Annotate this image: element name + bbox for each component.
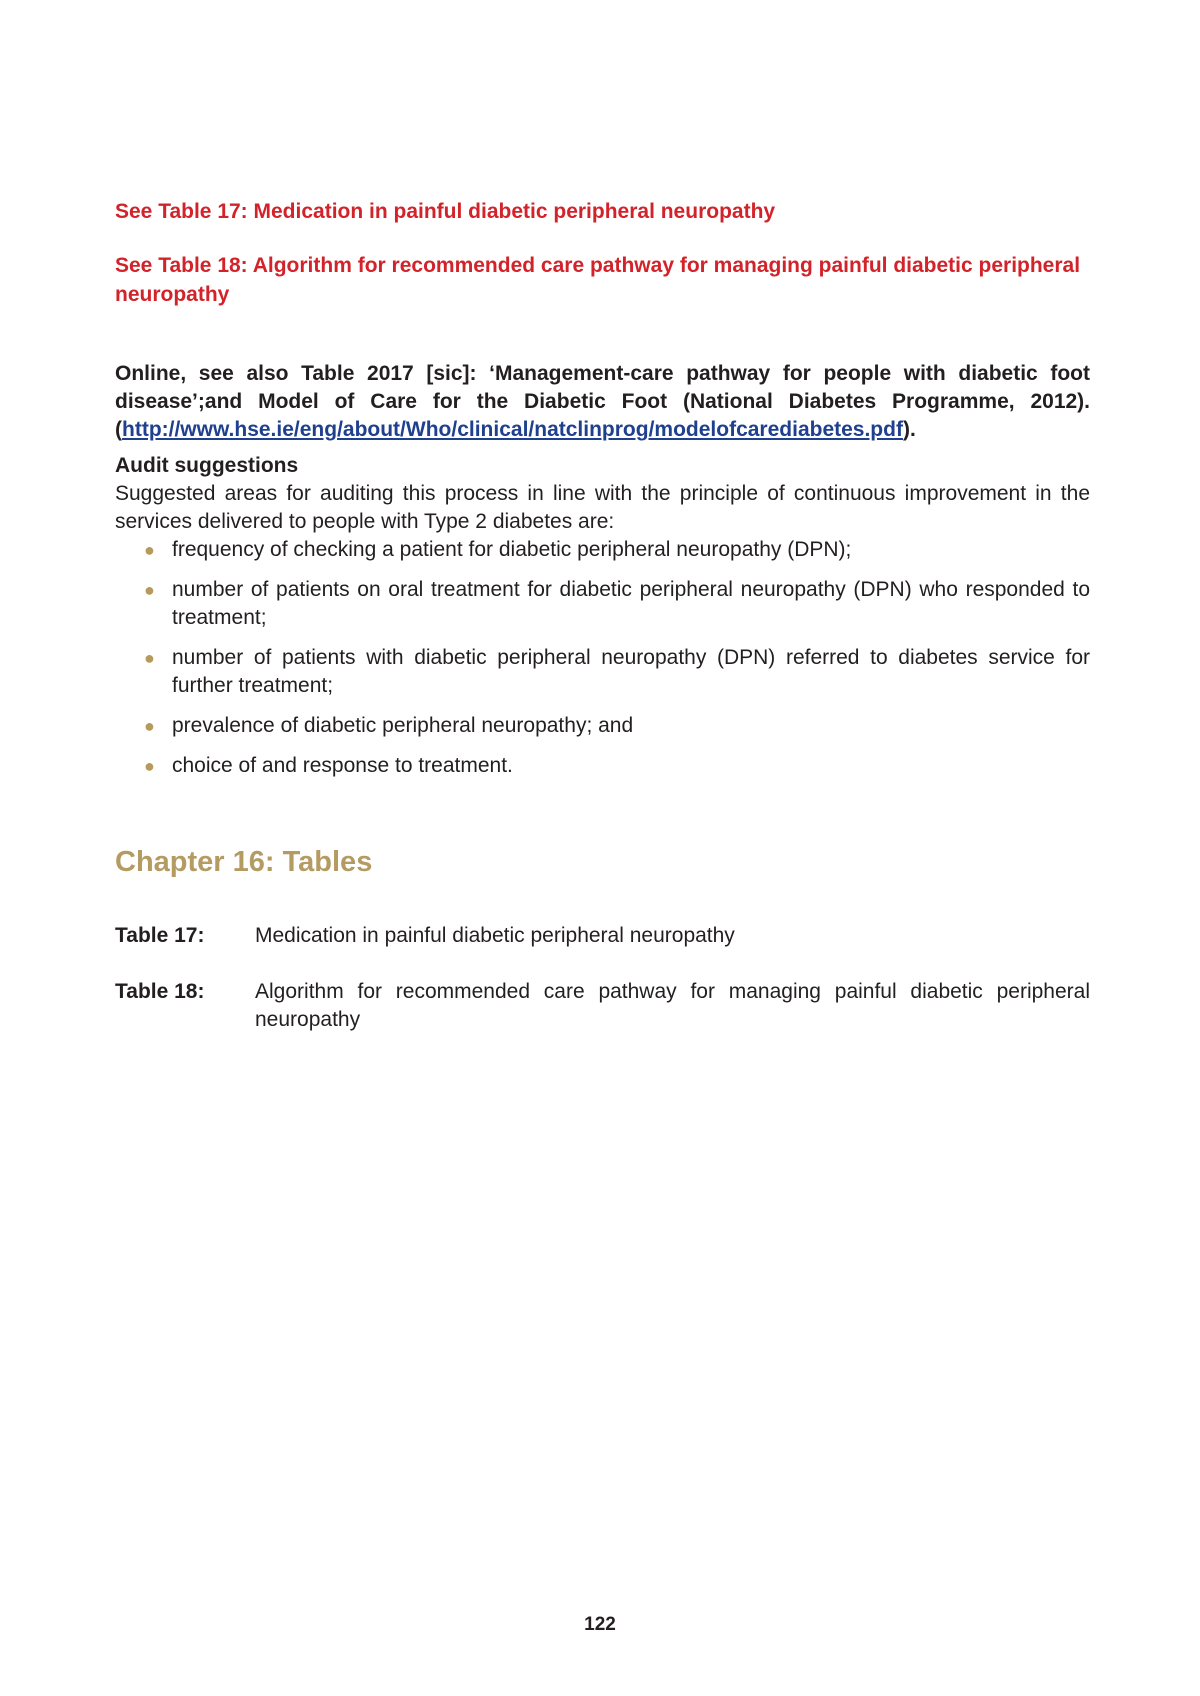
table-list-row: [115, 978, 1090, 1034]
table-list-row: [115, 922, 1090, 950]
model-of-care-link[interactable]: http://www.hse.ie/eng/about/Who/clinical/natclinprog/modelofcarediabetes.pdf: [122, 418, 903, 441]
table-label: Table 17:: [115, 924, 205, 947]
online-reference-suffix: ).: [902, 418, 916, 441]
table-references: [115, 197, 1090, 309]
audit-list: [115, 536, 1090, 780]
list-item-text: number of patients on oral treatment for diabetic peripheral neuropathy (DPN) who responded to treatment;: [172, 578, 1090, 629]
list-item: [115, 752, 1090, 780]
audit-heading: Audit suggestions: [115, 454, 299, 477]
list-item-text: choice of and response to treatment.: [172, 754, 513, 777]
bullet-icon: ●: [144, 756, 155, 776]
list-item: [115, 712, 1090, 740]
audit-intro: Suggested areas for auditing this process in line with the principle of continuous improvement in the services delivered to people with Type 2 diabetes are:: [115, 482, 1090, 533]
table-caption: Algorithm for recommended care pathway for managing painful diabetic peripheral neuropathy: [255, 980, 1090, 1031]
table-17-reference[interactable]: See Table 17: Medication in painful diabetic peripheral neuropathy: [115, 200, 776, 223]
bullet-icon: ●: [144, 580, 155, 600]
bullet-icon: ●: [144, 540, 155, 560]
chapter-title: Chapter 16: Tables: [115, 846, 373, 878]
bullet-icon: ●: [144, 648, 155, 668]
bullet-icon: ●: [144, 716, 155, 736]
table-list: [115, 922, 1090, 1062]
page-number: 122: [584, 1614, 616, 1635]
list-item: [115, 536, 1090, 564]
list-item: [115, 576, 1090, 632]
table-18-reference[interactable]: See Table 18: Algorithm for recommended care pathway for managing painful diabetic peripheral neuropathy: [115, 254, 1081, 306]
list-item: [115, 644, 1090, 700]
online-reference-text: Online, see also Table 2017 [sic]: ‘Management-care pathway for people with diabetic foot disease’;and Model of Care for the Diabetic Foot (National Diabetes Programme, 2012). (: [115, 362, 1090, 441]
online-reference-paragraph: [115, 360, 1090, 444]
table-caption: Medication in painful diabetic peripheral neuropathy: [255, 924, 735, 947]
list-item-text: prevalence of diabetic peripheral neuropathy; and: [172, 714, 634, 737]
list-item-text: frequency of checking a patient for diabetic peripheral neuropathy (DPN);: [172, 538, 852, 561]
list-item-text: number of patients with diabetic peripheral neuropathy (DPN) referred to diabetes service for further treatment;: [172, 646, 1090, 697]
audit-section: [115, 452, 1090, 792]
table-label: Table 18:: [115, 980, 205, 1003]
